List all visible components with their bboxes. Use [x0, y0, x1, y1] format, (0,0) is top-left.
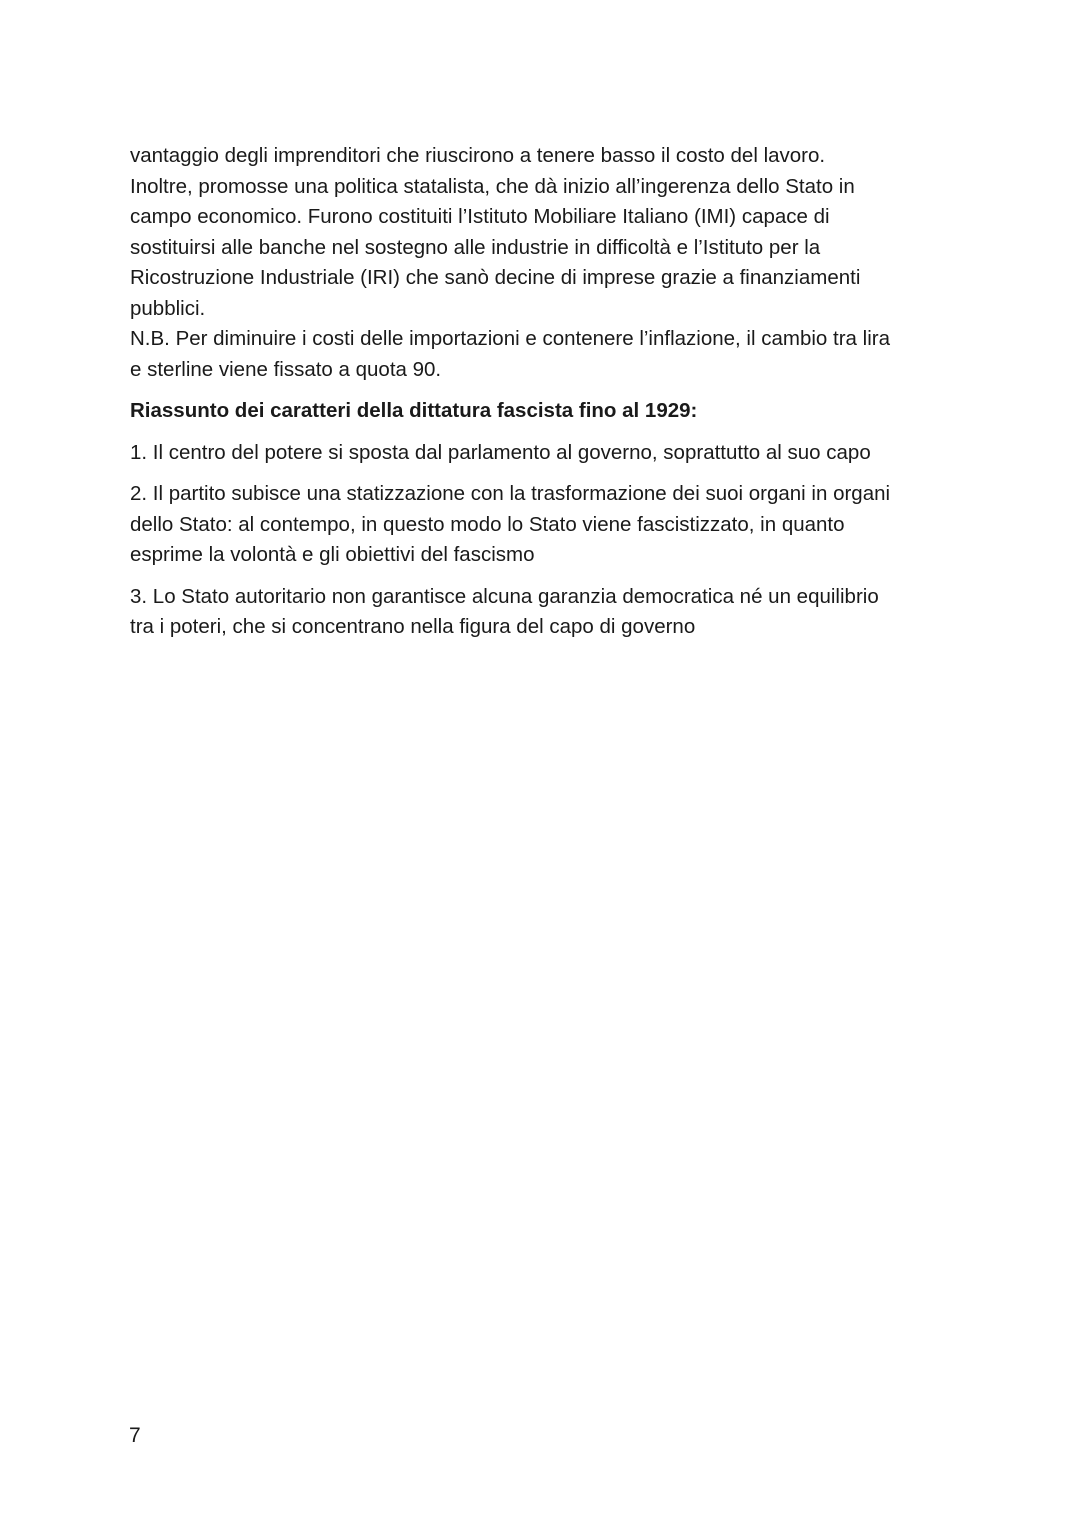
- summary-heading: Riassunto dei caratteri della dittatura fascista fino al 1929:: [130, 399, 698, 422]
- page-content: [130, 141, 960, 643]
- summary-item: [130, 438, 960, 469]
- paragraph-line: campo economico. Furono costituiti l’Istituto Mobiliare Italiano (IMI) capace di: [130, 205, 830, 228]
- summary-item-line: dello Stato: al contempo, in questo modo lo Stato viene fascistizzato, in quanto: [130, 512, 845, 536]
- summary-item-line: 1. Il centro del potere si sposta dal parlamento al governo, soprattutto al suo capo: [130, 440, 871, 464]
- summary-item-line: 2. Il partito subisce una statizzazione con la trasformazione dei suoi organi in organi: [130, 482, 891, 505]
- page-number: 7: [129, 1424, 141, 1447]
- summary-item: [130, 582, 960, 643]
- paragraph-line: pubblici.: [130, 296, 206, 320]
- note-line: N.B. Per diminuire i costi delle importazioni e contenere l’inflazione, il cambio tra lira: [130, 327, 890, 350]
- paragraph-line: Ricostruzione Industriale (IRI) che sanò decine di imprese grazie a finanziamenti: [130, 266, 861, 289]
- paragraph-line: Inoltre, promosse una politica statalista, che dà inizio all’ingerenza dello Stato in: [130, 174, 855, 198]
- note-line: e sterline viene fissato a quota 90.: [130, 357, 442, 381]
- summary-item-line: tra i poteri, che si concentrano nella figura del capo di governo: [130, 615, 696, 638]
- summary-item-line: esprime la volontà e gli obiettivi del fascismo: [130, 543, 535, 566]
- body-paragraph: [130, 141, 960, 385]
- summary-item: [130, 479, 960, 571]
- summary-item-line: 3. Lo Stato autoritario non garantisce alcuna garanzia democratica né un equilibrio: [130, 584, 879, 608]
- paragraph-line: vantaggio degli imprenditori che riuscirono a tenere basso il costo del lavoro.: [130, 144, 826, 167]
- summary-section: [130, 396, 960, 643]
- paragraph-line: sostituirsi alle banche nel sostegno alle industrie in difficoltà e l’Istituto per la: [130, 235, 821, 259]
